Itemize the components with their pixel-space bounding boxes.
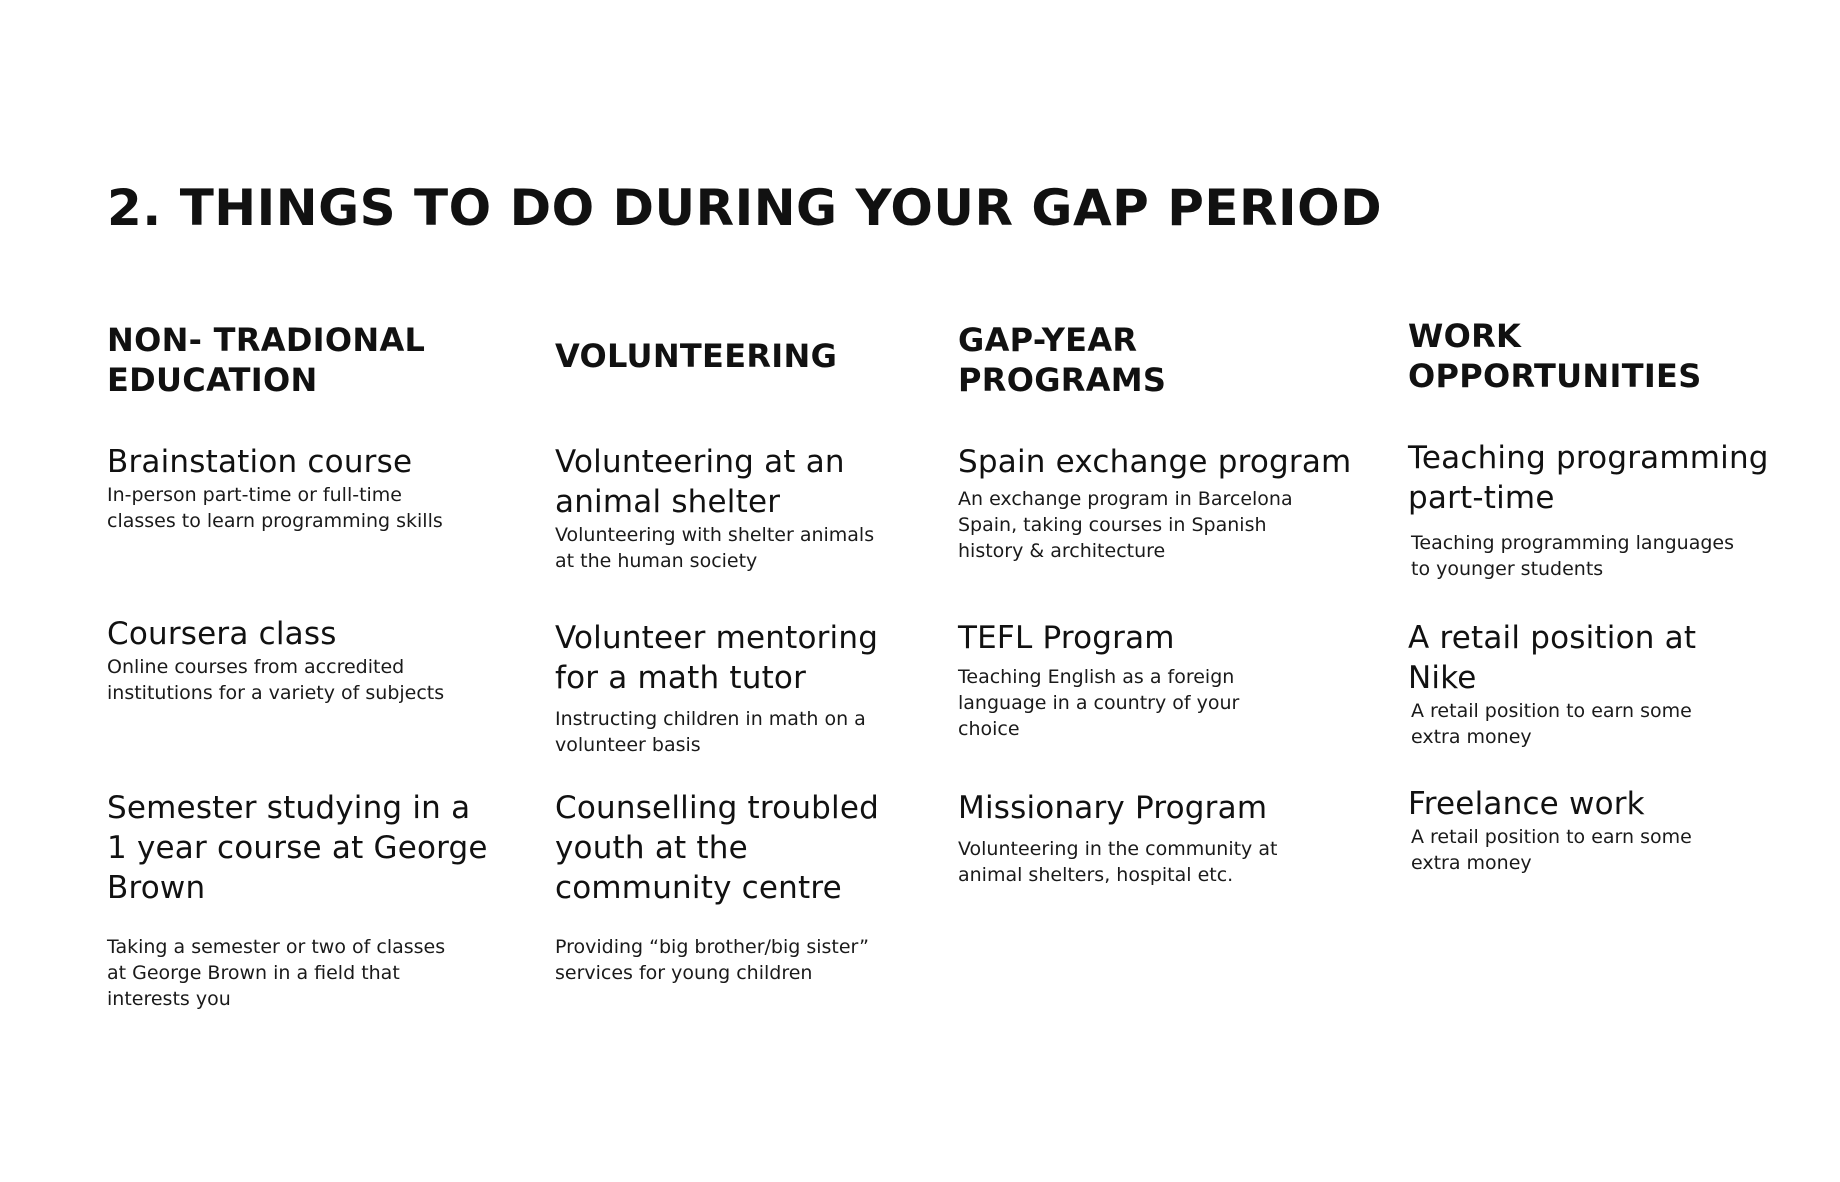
item-title: Freelance work [1408, 786, 1645, 822]
item-description: Teaching programming languages to younger students [1411, 532, 1735, 580]
item-description: Providing “big brother/big sister” services for young children [555, 936, 870, 984]
column-heading: VOLUNTEERING [555, 337, 838, 375]
column-heading: NON- TRADIONAL EDUCATION [107, 321, 426, 399]
item-title: Counselling troubled youth at the community centre [555, 790, 880, 906]
item-description: Online courses from accredited institutions for a variety of subjects [107, 656, 445, 704]
item-description: Taking a semester or two of classes at George Brown in a field that interests you [107, 936, 446, 1010]
list-item-missionary [958, 788, 1358, 888]
item-title: Teaching programming part-time [1408, 440, 1769, 516]
list-item-retail-nike [1408, 618, 1828, 750]
item-description: Instructing children in math on a volunteer basis [555, 708, 866, 756]
list-item-george-brown [107, 788, 507, 1012]
list-item-brainstation [107, 442, 507, 534]
list-item-tefl [958, 618, 1358, 742]
list-item-freelance [1408, 784, 1828, 876]
column-heading: GAP-YEAR PROGRAMS [958, 321, 1167, 399]
column-heading: WORK OPPORTUNITIES [1408, 317, 1702, 395]
item-title: Missionary Program [958, 790, 1268, 826]
item-description: Volunteering with shelter animals at the human society [555, 524, 875, 572]
item-title: A retail position at Nike [1408, 620, 1697, 696]
item-title: Brainstation course [107, 444, 413, 480]
item-description: An exchange program in Barcelona Spain, taking courses in Spanish history & architecture [958, 488, 1293, 562]
list-item-counselling [555, 788, 935, 986]
list-item-math-tutor [555, 618, 935, 758]
item-description: Volunteering in the community at animal shelters, hospital etc. [958, 838, 1278, 886]
list-item-teaching-programming [1408, 438, 1828, 582]
item-title: Semester studying in a 1 year course at George Brown [107, 790, 488, 906]
item-description: In-person part-time or full-time classes to learn programming skills [107, 484, 443, 532]
item-description: A retail position to earn some extra money [1411, 700, 1692, 748]
item-title: Spain exchange program [958, 444, 1352, 480]
page-title: 2. THINGS TO DO DURING YOUR GAP PERIOD [107, 179, 1383, 237]
list-item-coursera [107, 614, 507, 706]
item-title: TEFL Program [958, 620, 1175, 656]
item-title: Volunteer mentoring for a math tutor [555, 620, 879, 696]
item-description: Teaching English as a foreign language in a country of your choice [958, 666, 1240, 740]
item-title: Volunteering at an animal shelter [555, 444, 845, 520]
item-description: A retail position to earn some extra money [1411, 826, 1692, 874]
item-title: Coursera class [107, 616, 337, 652]
list-item-animal-shelter [555, 442, 935, 574]
list-item-spain-exchange [958, 442, 1358, 564]
